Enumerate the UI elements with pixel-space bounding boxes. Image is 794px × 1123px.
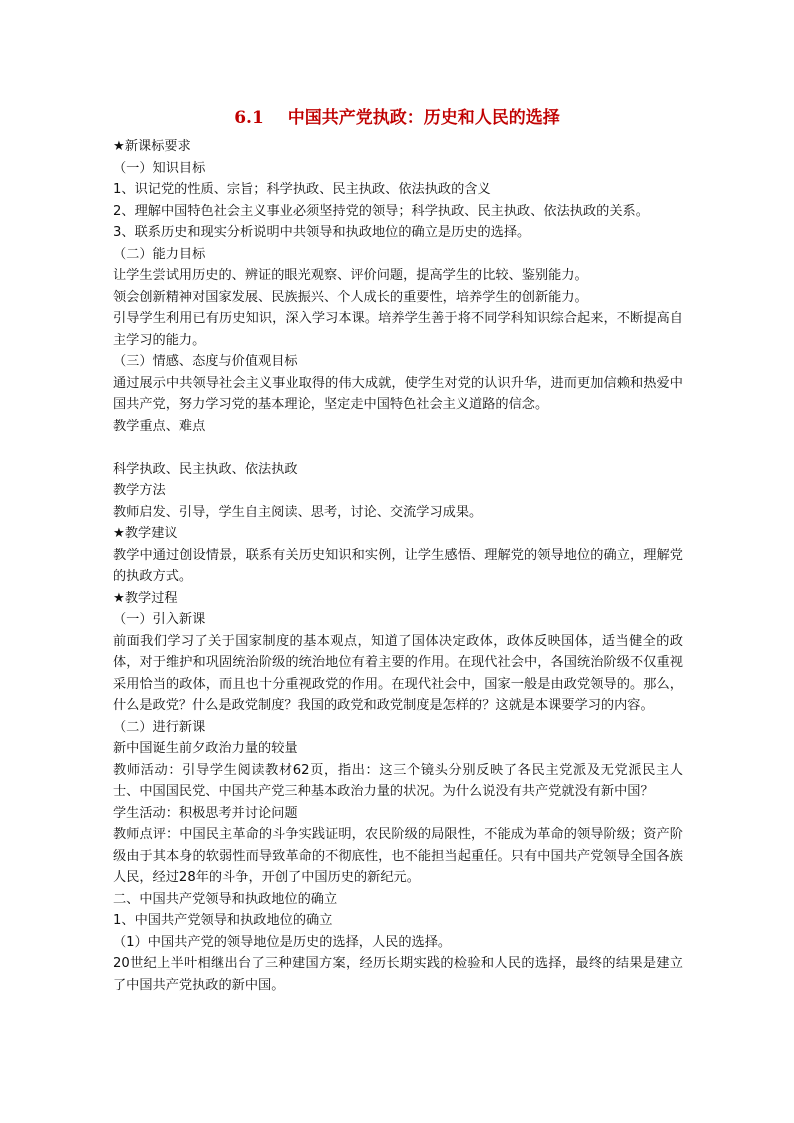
paragraph: 前面我们学习了关于国家制度的基本观点，知道了国体决定政体，政体反映国体，适当健全的政体，对于维护和巩固统治阶级的统治地位有着主要的作用。在现代社会中，各国统治阶级不仅重视采用恰当的政体，而且也十分重视政党的作用。在现代社会中，国家一般是由政党领导的。那么，什么是政党？什么是政党制度？我国的政党和政党制度是怎样的？这就是本课要学习的内容。	[113, 633, 683, 713]
subsection-heading: 1、中国共产党领导和执政地位的确立	[113, 913, 333, 928]
heading-key-points: 教学重点、难点	[113, 418, 206, 434]
list-item: 1、识记党的性质、宗旨；科学执政、民主执政、依法执政的含义	[113, 182, 491, 197]
subheading-ability-goals: （二）能力目标	[113, 246, 206, 262]
heading-teaching-process: ★教学过程	[113, 590, 178, 606]
blank-line	[113, 437, 683, 459]
title-text: 中国共产党执政：历史和人民的选择	[287, 108, 560, 128]
heading-teaching-suggestion: ★教学建议	[113, 526, 178, 541]
heading-teaching-method: 教学方法	[113, 483, 166, 498]
document-body	[113, 136, 683, 996]
paragraph: 教学中通过创设情景，联系有关历史知识和实例，让学生感悟、理解党的领导地位的确立，理解党的执政方式。	[113, 547, 683, 584]
subheading-emotion-goals: （三）情感、态度与价值观目标	[113, 354, 298, 369]
paragraph: 引导学生利用已有历史知识，深入学习本课。培养学生善于将不同学科知识综合起来，不断提高自主学习的能力。	[113, 311, 683, 348]
paragraph: （1）中国共产党的领导地位是历史的选择，人民的选择。	[113, 934, 452, 950]
heading-curriculum-requirements: ★新课标要求	[113, 139, 191, 154]
paragraph: 教师点评：中国民主革命的斗争实践证明，农民阶级的局限性，不能成为革命的领导阶级；资产阶级由于其本身的软弱性而导致革命的不彻底性，也不能担当起重任。只有中国共产党领导全国各族人民，经过28年的斗争，开创了中国历史的新纪元。	[113, 827, 683, 885]
paragraph: 新中国诞生前夕政治力量的较量	[113, 741, 298, 756]
subheading-knowledge-goals: （一）知识目标	[113, 160, 206, 176]
paragraph: 教师活动：引导学生阅读教材62页，指出：这三个镜头分别反映了各民主党派及无党派民主人士、中国国民党、中国共产党三种基本政治力量的状况。为什么说没有共产党就没有新中国？	[113, 762, 683, 799]
paragraph: 通过展示中共领导社会主义事业取得的伟大成就，使学生对党的认识升华，进而更加信赖和热爱中国共产党，努力学习党的基本理论，坚定走中国特色社会主义道路的信念。	[113, 375, 683, 412]
subheading-introduction: （一）引入新课	[113, 612, 206, 627]
section-heading: 二、中国共产党领导和执政地位的确立	[113, 891, 338, 907]
list-item: 3、联系历史和现实分析说明中共领导和执政地位的确立是历史的选择。	[113, 225, 531, 240]
subheading-new-lesson: （二）进行新课	[113, 719, 206, 735]
paragraph: 学生活动：积极思考并讨论问题	[113, 805, 298, 821]
document-title	[0, 106, 794, 130]
paragraph: 领会创新精神对国家发展、民族振兴、个人成长的重要性，培养学生的创新能力。	[113, 289, 588, 305]
paragraph: 20世纪上半叶相继出台了三种建国方案，经历长期实践的检验和人民的选择，最终的结果是建立了中国共产党执政的新中国。	[113, 956, 683, 993]
paragraph: 教师启发、引导，学生自主阅读、思考，讨论、交流学习成果。	[113, 504, 483, 520]
paragraph: 让学生尝试用历史的、辨证的眼光观察、评价问题，提高学生的比较、鉴别能力。	[113, 268, 588, 283]
list-item: 2、理解中国特色社会主义事业必须坚持党的领导；科学执政、民主执政、依法执政的关系。	[113, 203, 649, 219]
paragraph: 科学执政、民主执政、依法执政	[113, 461, 298, 477]
title-section-number: 6.1	[234, 108, 264, 128]
